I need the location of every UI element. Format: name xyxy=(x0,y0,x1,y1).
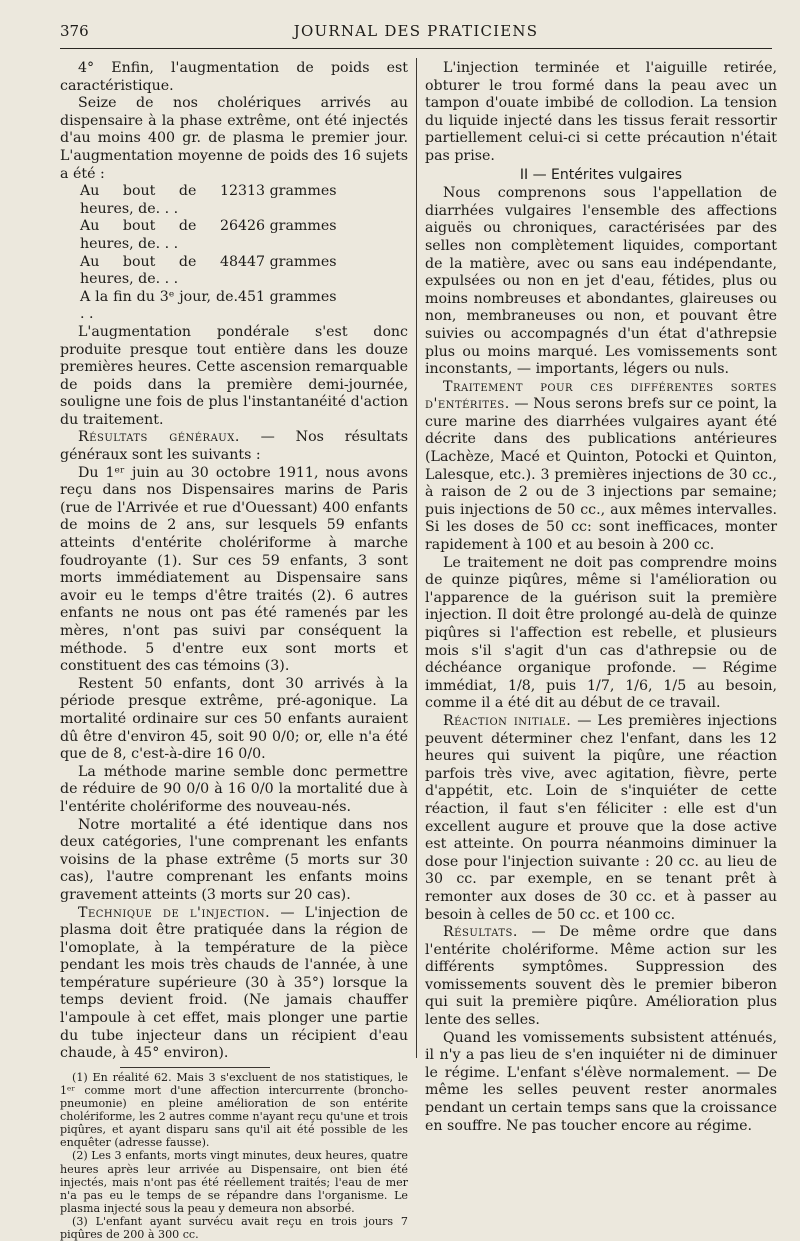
paragraph: L'injection terminée et l'aiguille retirée, obturer le trou formé dans la peau avec un tampon d'ouate imbibé de collodion. La tension du liquide injecté dans les tissus ferait ressortir partiellement celui-ci si cette précaution n'était pas prise. xyxy=(425,60,777,164)
paragraph: Le traitement ne doit pas comprendre moins de quinze piqûres, même si l'amélioration ou l'apparence de la guérison suit la première injection. Il doit être prolongé au-delà de quinze piqûres si l'affection est rebelle, et plusieurs mois s'il s'agit d'un cas d'athrepsie ou de déchéance organique profonde. — Régime immédiat, 1/8, puis 1/7, 1/6, 1/5 au besoin, comme il a été dit au début de ce travail. xyxy=(425,554,777,712)
paragraph: Nous comprenons sous l'appellation de diarrhées vulgaires l'ensemble des affections aiguës ou chroniques, caractérisées par des selles non complètement liquides, comportant de la matière, avec ou sans eau indépendante, expulsées ou non en jet d'eau, fétides, plus ou moins nombreuses et abondantes, glaireuses ou non, membraneuses ou non, et pouvant être suivies ou accompagnés d'un état d'athrepsie plus ou moins marqué. Les vomissements sont inconstants, — importants, légers ou nuls. xyxy=(425,185,777,378)
paragraph: La méthode marine semble donc permettre de réduire de 90 0/0 à 16 0/0 la mortalité due à l'entérite cholériforme des nouveau-nés. xyxy=(60,763,408,815)
paragraph: Du 1ᵉʳ juin au 30 octobre 1911, nous avons reçu dans nos Dispensaires marins de Paris (rue de l'Arrivée et rue d'Ouessant) 400 enfants de moins de 2 ans, sur lesquels 59 enfants atteints d'entérite cholériforme à marche foudroyante (1). Sur ces 59 enfants, 3 sont morts immédiatement au Dispensaire sans avoir eu le temps d'être traités (2). 6 autres enfants ne nous ont pas été ramenés par les mères, n'ont pas suivi par conséquent la méthode. 5 d'entre eux sont morts et constituent des cas témoins (3). xyxy=(60,464,408,675)
paragraph-text: — De même ordre que dans l'entérite cholériforme. Même action sur les différents symptômes. Suppression des vomissements souvent dès le premier biberon qui suit la première piqûre. Amélioration plus lente des selles. xyxy=(425,924,777,1029)
weight-value: 313 grammes xyxy=(238,183,337,200)
weight-row xyxy=(60,218,408,253)
paragraph-text: — L'injection de plasma doit être pratiquée dans la région de l'omoplate, à la température de la pièce pendant les mois très chauds de l'année, à une température supérieure (30 à 35°) lorsque la temps devient froid. (Ne jamais chauffer l'ampoule à cet effet, mais plonger une partie du tube injecteur dans un récipient d'eau chaude, à 45° environ). xyxy=(60,904,408,1062)
paragraph: 4° Enfin, l'augmentation de poids est caractéristique. xyxy=(60,60,408,94)
footnote: (1) En réalité 62. Mais 3 s'excluent de nos statistiques, le 1ᵉʳ comme mort d'une affection intercurrente (broncho-pneumonie) en pleine amélioration de son entérite cholériforme, les 2 autres comme n'ayant reçu qu'une et trois piqûres, et ayant disparu sans qu'il ait été possible de les enquêter (adresse fausse). xyxy=(60,1070,408,1150)
left-column xyxy=(60,60,408,1241)
weight-value: 451 grammes xyxy=(238,288,337,305)
page-number: 376 xyxy=(60,22,89,40)
section-heading: II — Entérites vulgaires xyxy=(519,166,683,183)
footnote: (2) Les 3 enfants, morts vingt minutes, deux heures, quatre heures après leur arrivée au Dispensaire, ont bien été injectés, mais n'ont pas été réellement traités; l'eau de mer n'a pas eu le temps de se répandre dans l'organisme. Le plasma injecté sous la peau y demeura non absorbé. xyxy=(60,1149,408,1215)
weight-label: Au bout de 48 heures, de. . . xyxy=(80,253,238,288)
paragraph: Quand les vomissements subsistent atténués, il n'y a pas lieu de s'en inquiéter ni de diminuer le régime. L'enfant s'élève normalement. — De même les selles peuvent rester anormales pendant un certain temps sans que la croissance en souffre. Ne pas toucher encore au régime. xyxy=(425,1029,777,1134)
paragraph xyxy=(60,905,408,1063)
page-header xyxy=(60,22,772,49)
column-divider xyxy=(416,58,417,1058)
footnote-rule xyxy=(120,1067,270,1068)
weight-row xyxy=(60,254,408,289)
weight-label: A la fin du 3ᵉ jour, de. . . xyxy=(80,288,238,323)
paragraph-text: — Nos résultats généraux sont les suivants : xyxy=(60,429,409,464)
footnote: (3) L'enfant ayant survécu avait reçu en trois jours 7 piqûres de 200 à 300 cc. xyxy=(60,1214,408,1241)
weight-label: Au bout de 12 heures, de. . . xyxy=(80,183,238,217)
weight-label: Au bout de 26 heures, de. . . xyxy=(80,218,238,252)
paragraph xyxy=(425,713,777,924)
right-column xyxy=(425,60,777,1135)
paragraph: L'augmentation pondérale s'est donc produite presque tout entière dans les douze premières heures. Cette ascension remarquable de poids dans la première demi-journée, souligne une fois de plus l'instantanéité d'action du traitement. xyxy=(60,323,408,428)
paragraph xyxy=(425,924,777,1030)
paragraph xyxy=(425,379,777,555)
paragraph: Notre mortalité a été identique dans nos deux catégories, l'une comprenant les enfants voisins de la phase extrême (5 morts sur 30 cas), l'autre comprenant les enfants moins gravement atteints (3 morts sur 20 cas). xyxy=(60,816,408,903)
run-in-heading: Traitement pour ces différentes sortes d'entérites. xyxy=(425,378,777,413)
paragraph-text: — Nous serons brefs sur ce point, la cure marine des diarrhées vulgaires ayant été décrite dans des publications antérieures (Lachèze, Macé et Quinton, Potocki et Quinton, Lalesque, etc.). 3 premières injections de 30 cc., à raison de 2 ou de 3 injections par semaine; puis injections de 50 cc., aux mêmes intervalles. Si les doses de 50 cc: sont inefficaces, monter rapidement à 100 et au besoin à 200 cc. xyxy=(425,396,777,554)
weight-table xyxy=(60,183,408,324)
paragraph xyxy=(60,429,408,464)
paragraph-text: — Les premières injections peuvent déterminer chez l'enfant, dans les 12 heures qui suivent la piqûre, une réaction parfois très vive, avec agitation, fièvre, perte d'appétit, etc. Loin de s'inquiéter de cette réaction, il faut s'en féliciter : elle est d'un excellent augure et prouve que la dose active est atteinte. On pourra néanmoins diminuer la dose pour l'injection suivante : 20 cc. au lieu de 30 cc. par exemple, en se tenant prêt à remonter aux doses de 30 cc. et à passer au besoin à celles de 50 cc. et 100 cc. xyxy=(425,712,777,923)
weight-value: 426 grammes xyxy=(238,218,337,235)
run-in-heading: Technique de l'injection. xyxy=(78,904,271,921)
run-in-heading: Réaction initiale. xyxy=(443,712,572,729)
paragraph: Restent 50 enfants, dont 30 arrivés à la période presque extrême, pré-agonique. La mortalité ordinaire sur ces 50 enfants auraient dû être d'environ 45, soit 90 0/0; or, elle n'a été que de 8, c'est-à-dire 16 0/0. xyxy=(60,675,408,763)
weight-row xyxy=(60,183,408,218)
footnotes xyxy=(60,1071,408,1241)
weight-value: 447 grammes xyxy=(238,253,337,270)
run-in-heading: Résultats. xyxy=(443,924,518,941)
weight-row xyxy=(60,289,408,324)
journal-title: JOURNAL DES PRATICIENS xyxy=(293,22,539,40)
run-in-heading: Résultats généraux. xyxy=(78,429,240,446)
paragraph: Seize de nos cholériques arrivés au dispensaire à la phase extrême, ont été injectés d'au moins 400 gr. de plasma le premier jour. L'augmentation moyenne de poids des 16 sujets a été : xyxy=(60,95,408,182)
